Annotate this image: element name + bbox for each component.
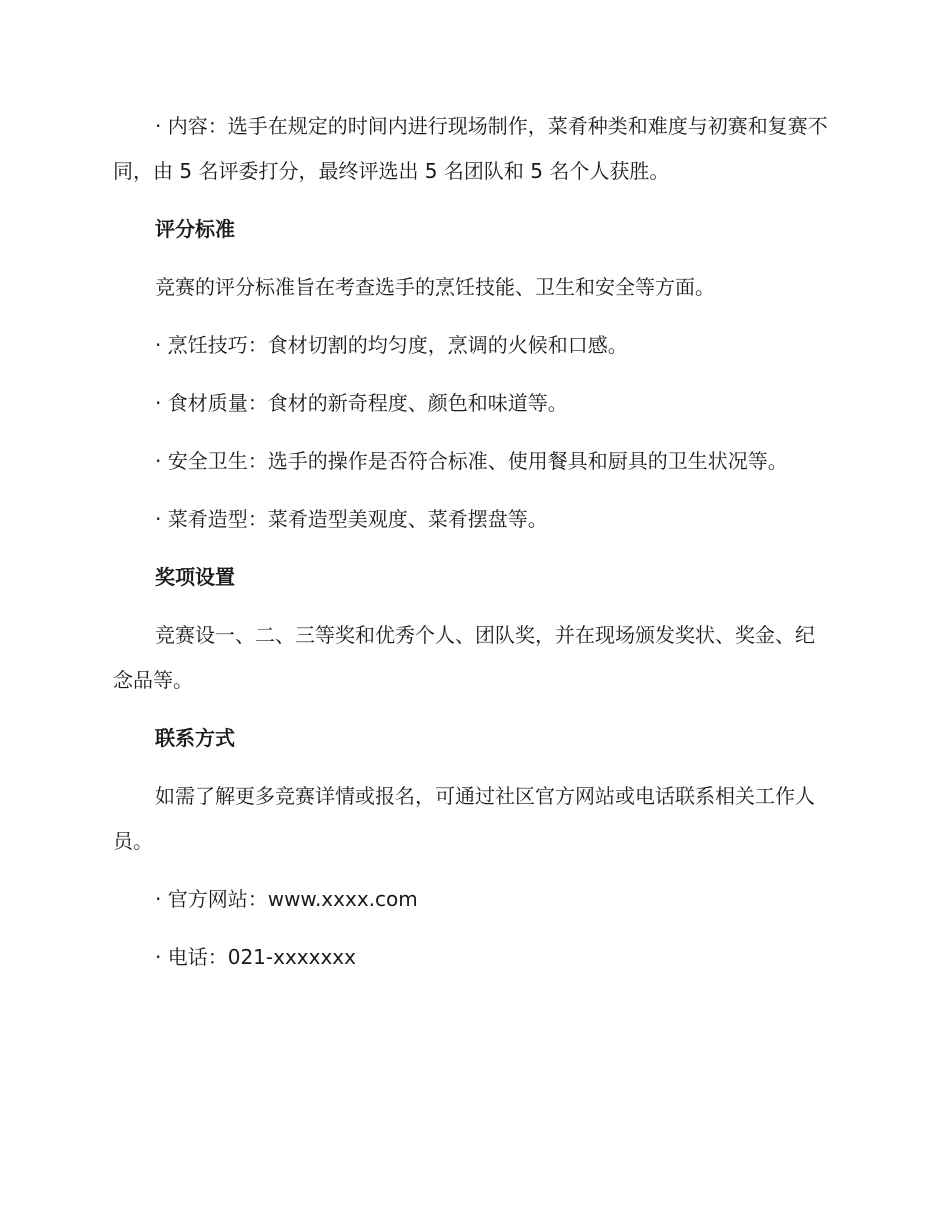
- document-body: [113, 104, 833, 993]
- contact-heading: 联系方式: [155, 726, 235, 750]
- scoring-item-safety-hygiene: · 安全卫生：选手的操作是否符合标准、使用餐具和厨具的卫生状况等。: [155, 449, 788, 473]
- contact-text: 如需了解更多竞赛详情或报名，可通过社区官方网站或电话联系相关工作人员。: [113, 784, 815, 853]
- awards-text: 竞赛设一、二、三等奖和优秀个人、团队奖，并在现场颁发奖状、奖金、纪念品等。: [113, 623, 815, 692]
- competition-content-item: · 内容：选手在规定的时间内进行现场制作，菜肴种类和难度与初赛和复赛不同，由 5 名评委打分，最终评选出 5 名团队和 5 名个人获胜。: [113, 114, 828, 183]
- scoring-intro: 竞赛的评分标准旨在考查选手的烹饪技能、卫生和安全等方面。: [155, 275, 715, 299]
- awards-heading: 奖项设置: [155, 565, 235, 589]
- scoring-item-ingredient-quality: · 食材质量：食材的新奇程度、颜色和味道等。: [155, 391, 568, 415]
- contact-website: · 官方网站：www.xxxx.com: [155, 887, 418, 911]
- scoring-item-cooking-skill: · 烹饪技巧：食材切割的均匀度，烹调的火候和口感。: [155, 333, 628, 357]
- scoring-heading: 评分标准: [155, 217, 235, 241]
- scoring-item-dish-presentation: · 菜肴造型：菜肴造型美观度、菜肴摆盘等。: [155, 507, 548, 531]
- contact-phone: · 电话：021-xxxxxxx: [155, 945, 356, 969]
